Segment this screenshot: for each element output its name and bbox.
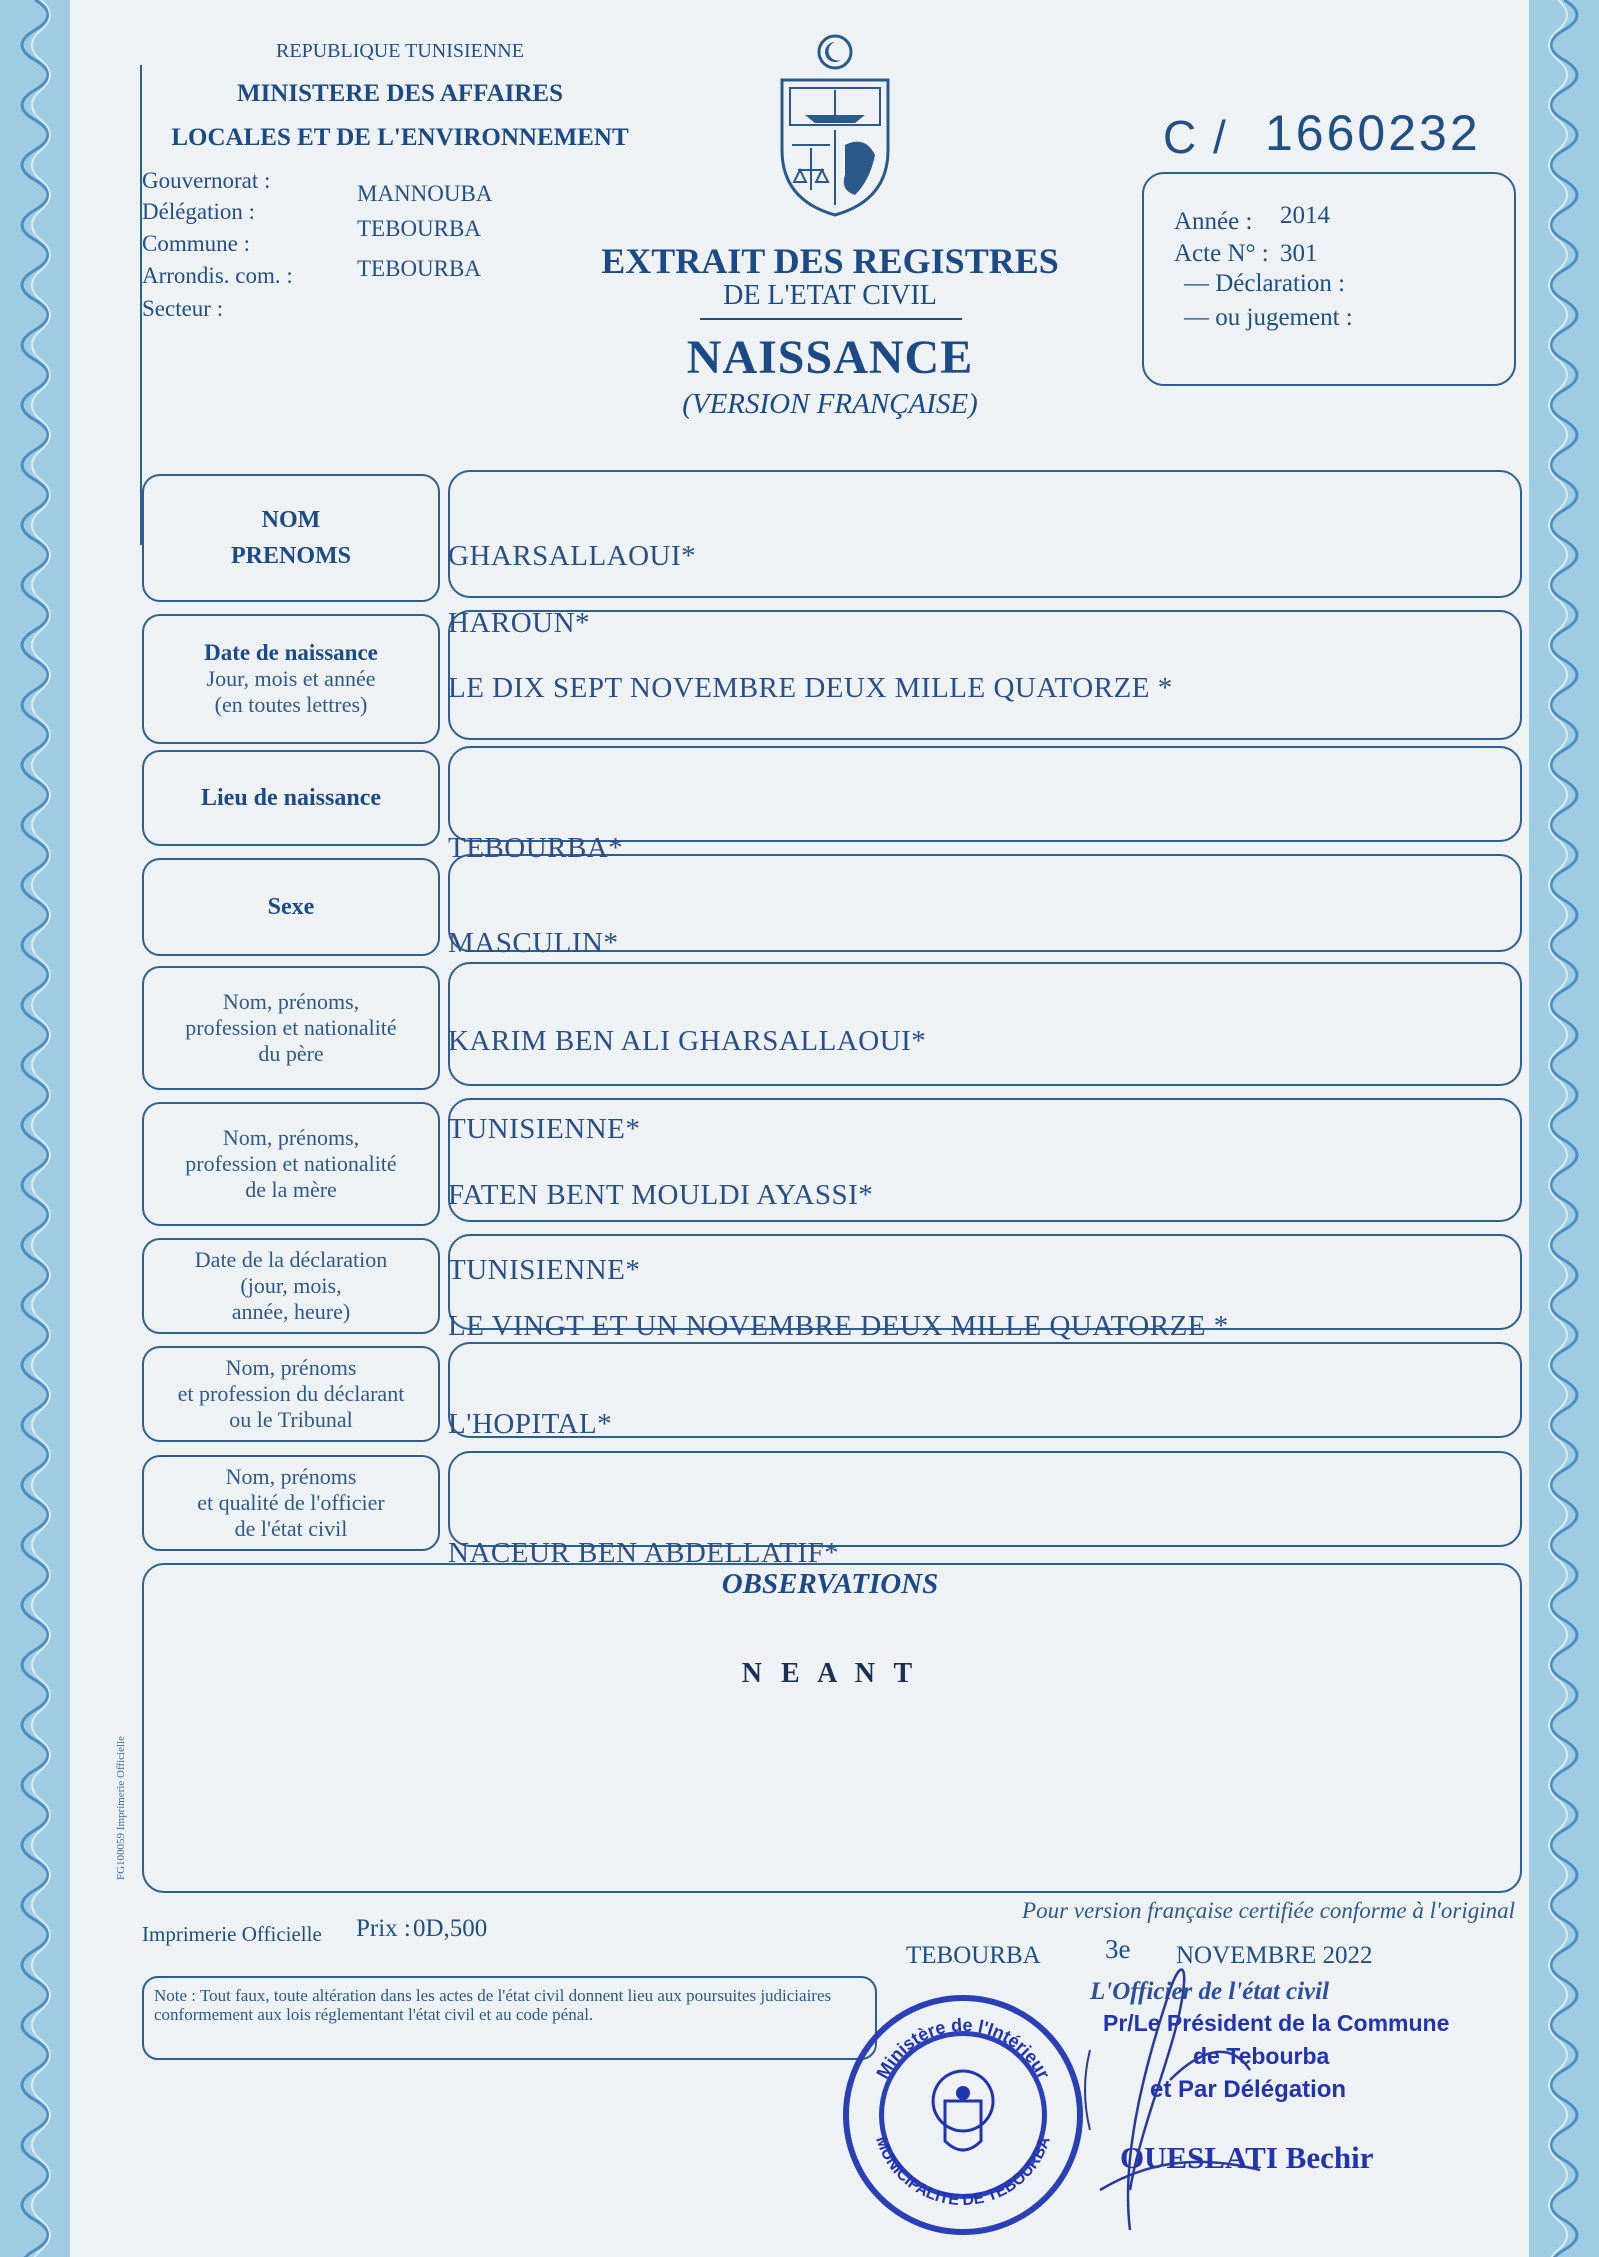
row-label [144, 476, 438, 600]
row-label-line: du père [258, 1041, 324, 1066]
left-decorative-border [0, 0, 70, 2257]
officier-title: L'Officier de l'état civil [1090, 1978, 1330, 2005]
row-label-box [142, 1238, 440, 1334]
row-label-box [142, 750, 440, 846]
title-main: NAISSANCE [686, 331, 974, 384]
row-label-line: de l'état civil [234, 1516, 348, 1541]
declaration-label: — Déclaration : [1184, 270, 1346, 297]
row-value-box [448, 962, 1522, 1086]
row-label-box [142, 1346, 440, 1442]
delegation-value: TEBOURBA [357, 216, 481, 241]
row-label-line: PRENOMS [231, 543, 351, 569]
serial-prefix: C / [1163, 111, 1228, 163]
side-print-code: FG100059 Imprimerie Officielle [115, 1736, 127, 1880]
row-label [144, 752, 438, 844]
row-label-box [142, 1102, 440, 1226]
coat-of-arms-icon [770, 30, 900, 220]
row-label [144, 1348, 438, 1440]
serial-number: 1660232 [1265, 105, 1481, 161]
prix-value: 0D,500 [413, 1915, 488, 1942]
row-label-line: et qualité de l'officier [197, 1490, 385, 1515]
footer-jour: 3e [1105, 1934, 1131, 1964]
title-version: (VERSION FRANÇAISE) [682, 388, 978, 420]
arrondis-label: Arrondis. com. : [142, 263, 293, 288]
row-label [144, 616, 438, 742]
signature [1030, 1930, 1360, 2250]
title-line2: DE L'ETAT CIVIL [723, 280, 937, 311]
row-label-line: profession et nationalité [185, 1151, 397, 1176]
typed-pere: KARIM BEN ALI GHARSALLAOUI* [448, 1025, 927, 1057]
observations-box [142, 1563, 1522, 1893]
note-box [142, 1976, 877, 2060]
typed-mere: FATEN BENT MOULDI AYASSI* [448, 1179, 874, 1211]
imprimerie-label: Imprimerie Officielle [142, 1922, 322, 1946]
row-value-box [448, 746, 1522, 842]
row-label [144, 1457, 438, 1549]
secteur-label: Secteur : [142, 296, 224, 321]
delegation-label: Délégation : [142, 199, 256, 224]
stamp-name: OUESLATI Bechir [1120, 2140, 1374, 2175]
certified-conforme: Pour version française certifiée conforme à l'original [1022, 1898, 1515, 1923]
typed-date-naissance: LE DIX SEPT NOVEMBRE DEUX MILLE QUATORZE * [448, 672, 1173, 704]
observations-title: OBSERVATIONS [721, 1568, 939, 1600]
row-label-line: NOM [261, 507, 321, 533]
note-text: Note : Tout faux, toute altération dans les actes de l'état civil donnent lieu aux poursuites judiciaires conformement aux lois réglementant l'état civil et au code pénal. [154, 1986, 832, 2024]
typed-sexe: MASCULIN* [448, 927, 619, 959]
annee-label: Année : [1174, 208, 1253, 235]
typed-declarant: L'HOPITAL* [448, 1408, 613, 1440]
footer-lieu: TEBOURBA [906, 1942, 1041, 1969]
republic-label: REPUBLIQUE TUNISIENNE [276, 40, 524, 62]
acte-label: Acte N° : [1174, 240, 1269, 267]
row-label-line: année, heure) [231, 1299, 351, 1324]
stamp-line1: Pr/Le Président de la Commune [1103, 2010, 1450, 2036]
row-label-box [142, 966, 440, 1090]
row-label-line: Date de naissance [204, 640, 378, 665]
footer-mois-annee: NOVEMBRE 2022 [1176, 1942, 1373, 1969]
row-label-line: Nom, prénoms, [222, 1125, 360, 1150]
typed-prenom: HAROUN* [448, 607, 591, 639]
stamp-line3: et Par Délégation [1150, 2076, 1347, 2103]
svg-text:Ministère de l'Intérieur: Ministère de l'Intérieur [872, 2014, 1054, 2082]
typed-nom: GHARSALLAOUI* [448, 540, 697, 572]
stamp-line2: de Tebourba [1193, 2043, 1330, 2069]
row-label [144, 1104, 438, 1224]
title-underline [700, 318, 962, 320]
row-label-box [142, 614, 440, 744]
row-label-line: Lieu de naissance [200, 785, 382, 811]
row-label-line: Nom, prénoms [225, 1355, 357, 1380]
title-line1: EXTRAIT DES REGISTRES [601, 241, 1059, 281]
row-label-line: Jour, mois et année [206, 666, 376, 691]
prix-label: Prix : [356, 1915, 411, 1942]
row-label-box [142, 474, 440, 602]
row-label-line: et profession du déclarant [177, 1381, 405, 1406]
jugement-label: — ou jugement : [1184, 304, 1353, 331]
typed-date-declaration: LE VINGT ET UN NOVEMBRE DEUX MILLE QUATORZE * [448, 1310, 1229, 1342]
row-label-line: Nom, prénoms, [222, 989, 360, 1014]
row-label-line: profession et nationalité [185, 1015, 397, 1040]
gouvernorat-label: Gouvernorat : [142, 168, 271, 193]
observations-text: N E A N T [741, 1658, 919, 1689]
row-value-box [448, 470, 1522, 598]
annee-value: 2014 [1280, 202, 1330, 229]
row-label-box [142, 858, 440, 956]
row-label-line: (en toutes lettres) [214, 692, 368, 717]
row-label [144, 968, 438, 1088]
row-label-line: ou le Tribunal [229, 1407, 353, 1432]
row-label-line: de la mère [245, 1177, 337, 1202]
ministry-line2: LOCALES ET DE L'ENVIRONNEMENT [171, 124, 629, 151]
row-label-line: Sexe [267, 894, 315, 920]
ministry-line1: MINISTERE DES AFFAIRES [236, 80, 563, 107]
row-label [144, 1240, 438, 1332]
arrondis-value: TEBOURBA [357, 256, 481, 281]
commune-label: Commune : [142, 231, 250, 256]
gouvernorat-value: MANNOUBA [357, 181, 493, 206]
typed-mere-nationalite: TUNISIENNE* [448, 1254, 641, 1286]
acte-box [1142, 172, 1516, 386]
row-label-line: Nom, prénoms [225, 1464, 357, 1489]
row-label-line: (jour, mois, [240, 1273, 342, 1298]
svg-text:MUNICIPALITE DE TEBOURBA: MUNICIPALITE DE TEBOURBA [872, 2134, 1054, 2210]
typed-pere-nationalite: TUNISIENNE* [448, 1113, 641, 1145]
row-label [144, 860, 438, 954]
row-label-line: Date de la déclaration [194, 1247, 388, 1272]
acte-value: 301 [1280, 240, 1318, 267]
row-value-box [448, 1451, 1522, 1547]
typed-officier: NACEUR BEN ABDELLATIF* [448, 1537, 840, 1569]
row-label-box [142, 1455, 440, 1551]
right-decorative-border [1529, 0, 1599, 2257]
typed-lieu: TEBOURBA* [448, 832, 624, 864]
